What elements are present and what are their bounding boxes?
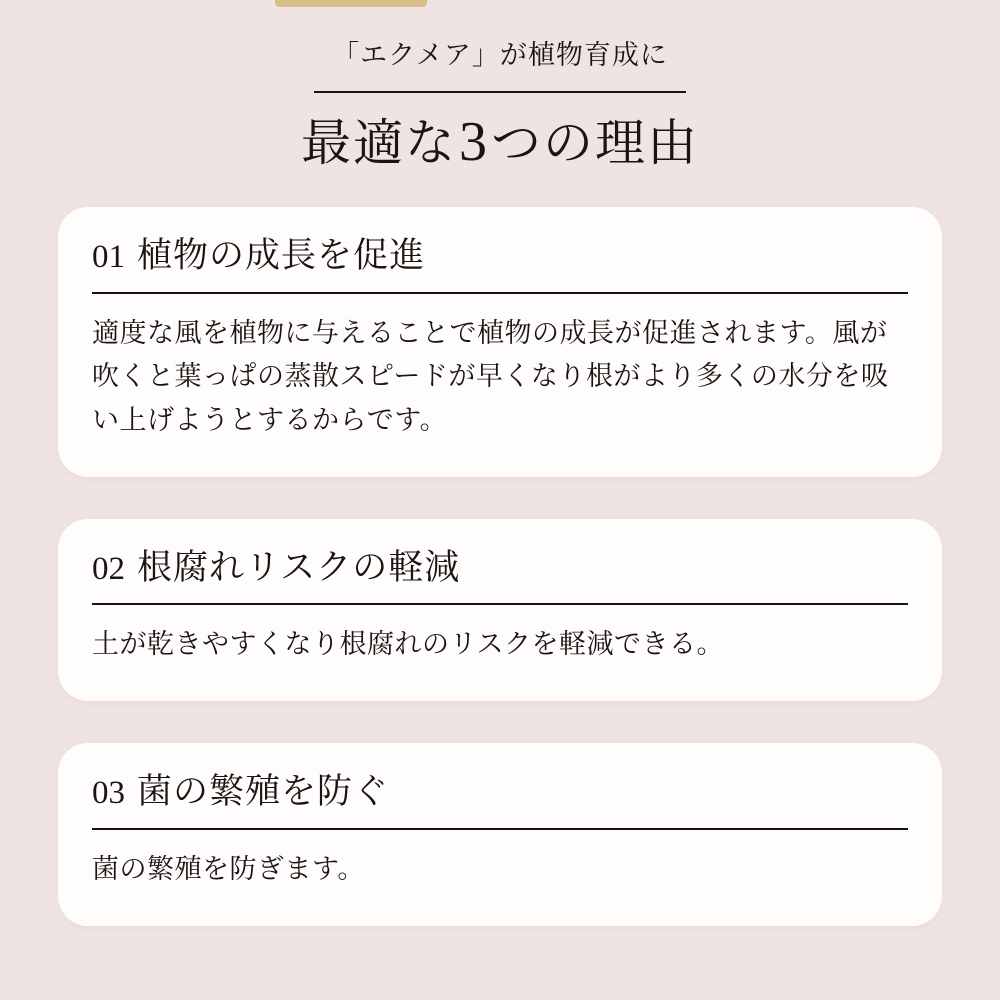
reason-card-body: 土が乾きやすくなり根腐れのリスクを軽減できる。 xyxy=(92,629,724,660)
reason-card-title xyxy=(92,547,908,590)
reason-card-divider xyxy=(92,603,908,605)
reason-card-title xyxy=(92,771,908,814)
reason-card-heading: 菌の繁殖を防ぐ xyxy=(137,772,390,812)
page-title xyxy=(0,107,1000,177)
reason-card-divider xyxy=(92,292,908,294)
top-accent-bar xyxy=(275,0,427,7)
reason-card-title xyxy=(92,235,908,278)
page-title-suffix: つの理由 xyxy=(491,115,699,172)
page-title-prefix: 最適な xyxy=(301,115,457,172)
reason-card-divider xyxy=(92,828,908,830)
reason-card-number: 01 xyxy=(92,239,125,276)
page-title-number: 3 xyxy=(459,111,489,174)
reason-card-heading: 根腐れリスクの軽減 xyxy=(137,547,461,587)
header-divider xyxy=(314,91,686,93)
page-header xyxy=(0,0,1000,177)
reason-card-body: 適度な風を植物に与えることで植物の成長が促進されます。風が吹くと葉っぱの蒸散スピードが早くなり根がより多くの水分を吸い上げようとするからです。 xyxy=(92,317,889,436)
reason-card-heading: 植物の成長を促進 xyxy=(137,236,426,276)
reason-card-body: 菌の繁殖を防ぎます。 xyxy=(92,853,365,884)
reason-card xyxy=(58,207,942,477)
reason-card xyxy=(58,743,942,925)
header-subtitle: 「エクメア」が植物育成に xyxy=(332,40,668,70)
reason-card-number: 02 xyxy=(92,550,125,587)
reason-card-list xyxy=(0,207,1000,925)
reason-card xyxy=(58,519,942,701)
reason-card-number: 03 xyxy=(92,775,125,812)
